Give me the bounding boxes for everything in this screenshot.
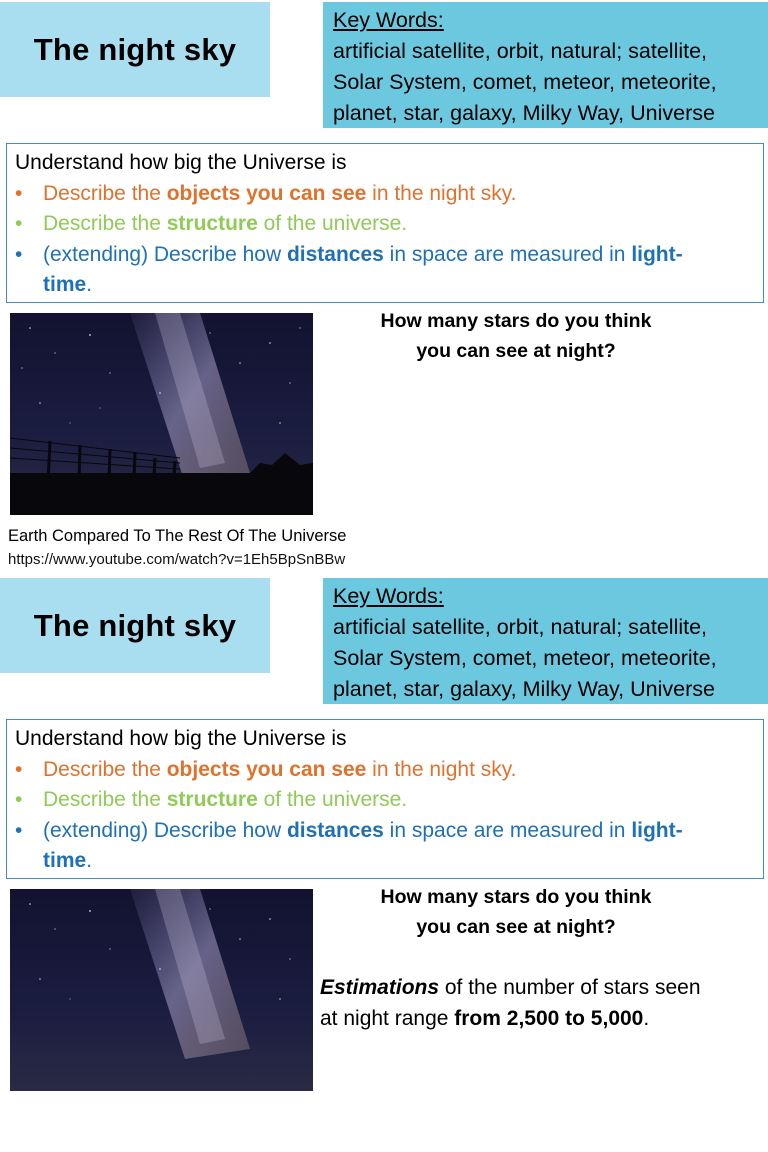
objective-3-emphasis-3: time [43,849,87,872]
objective-2-emphasis: structure [166,788,258,811]
question-line-2: you can see at night? [416,916,616,938]
bullet-icon: • [15,818,23,842]
key-words-line-3: planet, star, galaxy, Milky Way, Universe [333,677,715,701]
key-words-line-1: artificial satellite, orbit, natural; satellite, [333,615,708,639]
estimation-period: . [643,1007,650,1030]
objective-3-text: (extending) Describe how [43,818,287,842]
bullet-icon: • [15,212,23,235]
objectives-intro: Understand how big the Universe is [15,727,347,750]
objective-1-text: Describe the [43,757,167,781]
key-words-line-3: planet, star, galaxy, Milky Way, Universe [333,101,715,125]
question-text [330,882,702,942]
objective-3-text-mid: in space are measured in [383,242,632,266]
objective-1-emphasis: objects you can see [166,181,367,205]
question-text [330,306,702,366]
video-link[interactable]: https://www.youtube.com/watch?v=1Eh5BpSnBBw [8,551,346,568]
objective-2-text-end: of the universe. [257,212,408,235]
key-words-line-2: Solar System, comet, meteor, meteorite, [333,646,717,670]
objective-3-emphasis: distances [286,818,384,842]
key-words-line-2: Solar System, comet, meteor, meteorite, [333,70,717,94]
question-line-1: How many stars do you think [380,310,652,332]
learning-objectives-box [6,143,764,303]
question-line-2: you can see at night? [416,340,616,362]
night-sky-photo [10,313,313,515]
objective-3-emphasis: distances [286,242,384,266]
objective-1 [15,179,755,210]
estimation-range: from 2,500 to 5,000 [454,1007,644,1030]
objective-1-emphasis: objects you can see [166,757,367,781]
estimation-text-1: of the number of stars seen [439,976,701,999]
objective-2-text-end: of the universe. [257,788,408,811]
bullet-icon: • [15,242,23,266]
objectives-intro: Understand how big the Universe is [15,151,347,174]
objective-1-text: Describe the [43,181,167,205]
bullet-icon: • [15,181,23,205]
estimation-emphasis: Estimations [320,976,440,999]
objective-3-period: . [86,849,93,872]
learning-objectives-box [6,719,764,879]
title-box [0,578,270,673]
objective-2 [15,209,755,240]
key-words-line-1: artificial satellite, orbit, natural; satellite, [333,39,708,63]
objective-3-emphasis-3: time [43,273,87,296]
key-words-heading: Key Words: [333,584,444,608]
objective-3-text: (extending) Describe how [43,242,287,266]
night-sky-photo [10,889,313,1091]
objective-1 [15,755,755,786]
objective-2-text: Describe the [43,788,167,811]
title-box [0,2,270,97]
objective-3-emphasis-2: light- [631,818,683,842]
bullet-icon: • [15,757,23,781]
key-words-heading: Key Words: [333,8,444,32]
estimation-text-2: at night range [320,1007,455,1030]
objective-2 [15,785,755,816]
objective-3-continued [15,846,755,877]
slide-2 [0,576,768,1152]
video-title: Earth Compared To The Rest Of The Universe [8,527,347,545]
estimation-text [320,972,760,1034]
objective-3-period: . [86,273,93,296]
question-line-1: How many stars do you think [380,886,652,908]
objective-3 [15,240,755,271]
key-words-box [323,578,768,704]
bullet-icon: • [15,788,23,811]
objective-3-emphasis-2: light- [631,242,683,266]
objective-3-text-mid: in space are measured in [383,818,632,842]
objective-1-text-end: in the night sky. [366,181,517,205]
objective-2-emphasis: structure [166,212,258,235]
key-words-box [323,2,768,128]
page-title: The night sky [33,607,237,643]
objective-1-text-end: in the night sky. [366,757,517,781]
objective-3-continued [15,270,755,301]
objective-3 [15,816,755,847]
objective-2-text: Describe the [43,212,167,235]
page-title: The night sky [33,31,237,67]
